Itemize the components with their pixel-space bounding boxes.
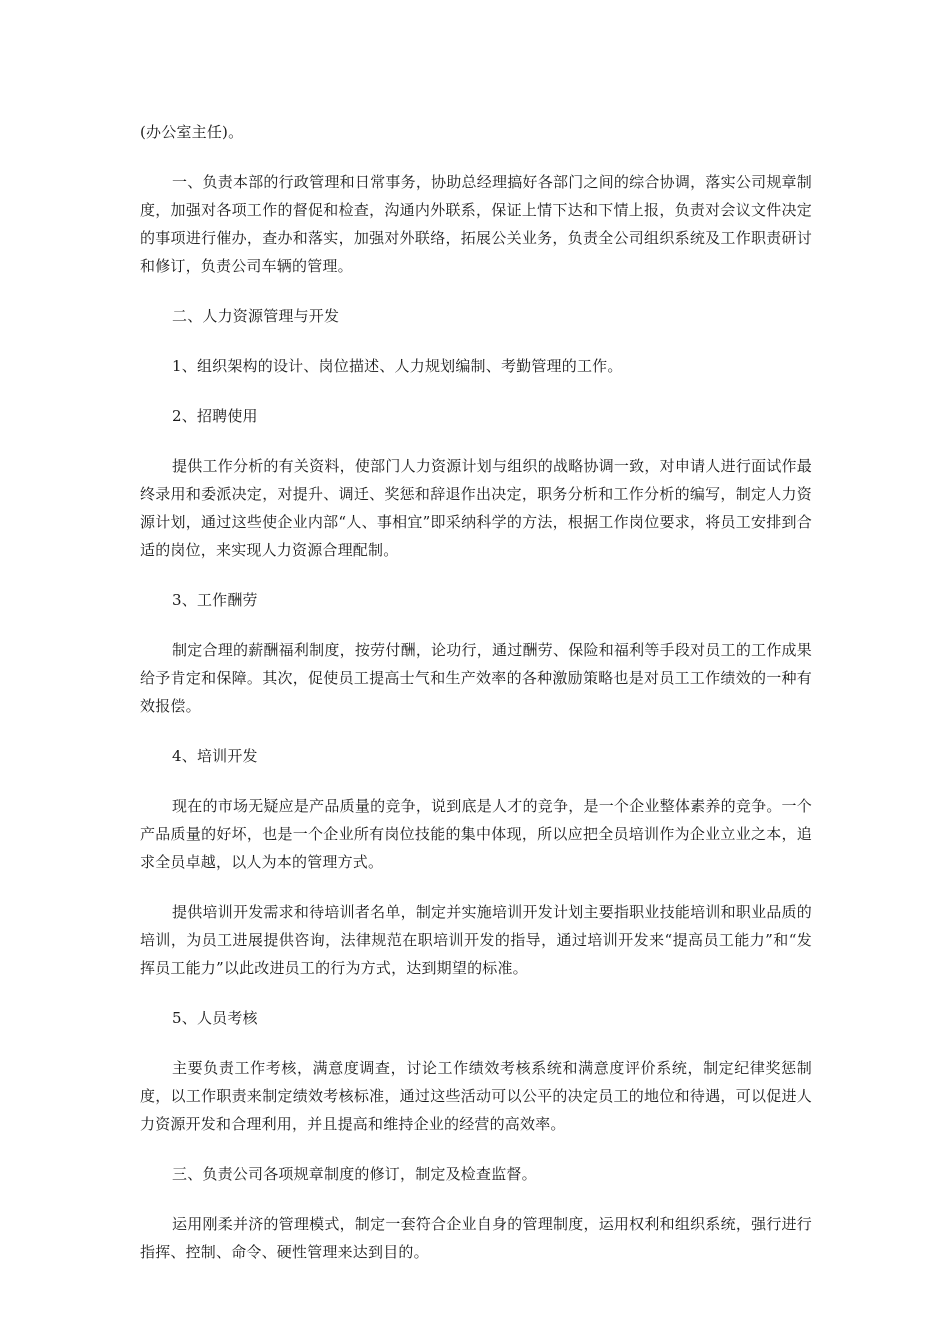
paragraph-section-one: 一、负责本部的行政管理和日常事务，协助总经理搞好各部门之间的综合协调，落实公司规章制度，加强对各项工作的督促和检查，沟通内外联系，保证上情下达和下情上报，负责对会议文件决定的事项进行催办，查办和落实，加强对外联络，拓展公关业务，负责全公司组织系统及工作职责研讨和修订，负责公司车辆的管理。 <box>140 173 812 275</box>
heading-recruitment: 2、招聘使用 <box>172 407 258 425</box>
paragraph-recruitment: 提供工作分析的有关资料，使部门人力资源计划与组织的战略协调一致，对申请人进行面试作最终录用和委派决定，对提升、调迁、奖惩和辞退作出决定，职务分析和工作分析的编写，制定人力资源计划，通过这些使企业内部“人、事相宜”即采纳科学的方法，根据工作岗位要求，将员工安排到合适的岗位，来实现人力资源合理配制。 <box>140 457 812 559</box>
document-body <box>140 118 812 1288</box>
paragraph-assessment: 主要负责工作考核，满意度调查，讨论工作绩效考核系统和满意度评价系统，制定纪律奖惩制度，以工作职责来制定绩效考核标准，通过这些活动可以公平的决定员工的地位和待遇，可以促进人力资源开发和合理利用，并且提高和维持企业的经营的高效率。 <box>140 1059 812 1133</box>
paragraph-compensation: 制定合理的薪酬福利制度，按劳付酬，论功行，通过酬劳、保险和福利等手段对员工的工作成果给予肯定和保障。其次，促使员工提高士气和生产效率的各种激励策略也是对员工工作绩效的一种有效报偿。 <box>140 641 812 715</box>
heading-section-three: 三、负责公司各项规章制度的修订，制定及检查监督。 <box>172 1165 537 1183</box>
heading-section-two: 二、人力资源管理与开发 <box>172 307 340 325</box>
heading-compensation: 3、工作酬劳 <box>172 591 258 609</box>
heading-training: 4、培训开发 <box>172 747 258 765</box>
item-org-structure: 1、组织架构的设计、岗位描述、人力规划编制、考勤管理的工作。 <box>172 357 623 375</box>
heading-assessment: 5、人员考核 <box>172 1009 258 1027</box>
paragraph-role-title: (办公室主任)。 <box>140 123 244 141</box>
paragraph-training-market: 现在的市场无疑应是产品质量的竞争，说到底是人才的竞争，是一个企业整体素养的竞争。一个产品质量的好坏，也是一个企业所有岗位技能的集中体现，所以应把全员培训作为企业立业之本，追求全员卓越，以人为本的管理方式。 <box>140 797 812 871</box>
paragraph-management-mode: 运用刚柔并济的管理模式，制定一套符合企业自身的管理制度，运用权利和组织系统，强行进行指挥、控制、命令、硬性管理来达到目的。 <box>140 1215 812 1261</box>
paragraph-training-plan: 提供培训开发需求和待培训者名单，制定并实施培训开发计划主要指职业技能培训和职业品质的培训，为员工进展提供咨询，法律规范在职培训开发的指导，通过培训开发来“提高员工能力”和“发挥员工能力”以此改进员工的行为方式，达到期望的标准。 <box>140 903 812 977</box>
